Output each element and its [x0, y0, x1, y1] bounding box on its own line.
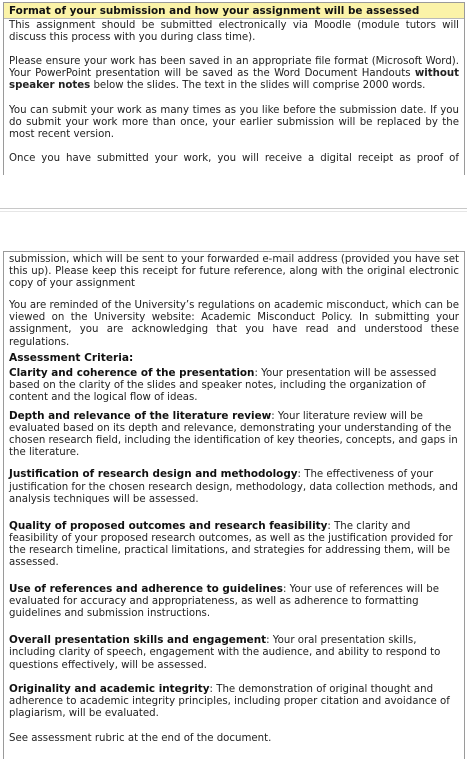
assessment-panel	[3, 251, 465, 759]
submission-format-panel	[3, 2, 465, 175]
criterion-title: Use of references and adherence to guidelines	[9, 583, 283, 596]
assessment-content	[4, 252, 464, 745]
page-break	[0, 177, 467, 248]
criterion-title: Clarity and coherence of the presentation	[9, 366, 255, 379]
receipt-paragraph-start: Once you have submitted your work, you will receive a digital receipt as proof of	[9, 152, 459, 164]
page-break-line	[0, 208, 467, 209]
criterion-title: Depth and relevance of the literature review	[9, 410, 272, 423]
criterion-text: : Your use of references will be evaluated for accuracy and appropriateness, as well as adherence to formatting guidelines and submission instructions.	[9, 584, 439, 620]
rubric-note: See assessment rubric at the end of the document.	[9, 732, 272, 744]
criterion-item	[9, 683, 459, 720]
criterion-text: : The demonstration of original thought and adherence to academic integrity principles, including proper citation and avoidance of plagiarism, will be evaluated.	[9, 683, 450, 719]
file-format-paragraph	[9, 56, 459, 92]
page-break-line-shadow	[0, 211, 467, 212]
criterion-title: Overall presentation skills and engagement	[9, 634, 267, 647]
resubmission-paragraph: You can submit your work as many times as you like before the submission date. If you do submit your work more than once, your earlier submission will be replaced by the most recent version.	[9, 104, 459, 140]
submission-format-content	[4, 19, 464, 165]
criterion-title: Quality of proposed outcomes and research feasibility	[9, 519, 328, 532]
moodle-paragraph: This assignment should be submitted electronically via Moodle (module tutors will discuss this process with you during class time).	[9, 20, 459, 44]
file-format-text-a: Please ensure your work has been saved in an appropriate file format (Microsoft Word). Your PowerPoint presentation will be saved as the Word Document Handouts	[9, 56, 459, 80]
criterion-title: Justification of research design and methodology	[9, 468, 298, 481]
receipt-paragraph-end: submission, which will be sent to your forwarded e-mail address (provided you have set this up). Please keep this receipt for future reference, along with the original electronic copy of your assignment	[9, 254, 459, 290]
criterion-text: : Your literature review will be evaluated based on its depth and relevance, demonstrating your understanding of the chosen research field, including the identification of key theories, concepts, and gaps in the literature.	[9, 411, 458, 459]
criterion-text: : Your oral presentation skills, including clarity of speech, engagement with the audience, and ability to respond to questions effectively, will be assessed.	[9, 635, 441, 671]
criterion-text: : The effectiveness of your justification for the chosen research design, methodology, data collection methods, and analysis techniques will be assessed.	[9, 469, 458, 505]
academic-misconduct-paragraph: You are reminded of the University’s regulations on academic misconduct, which can be viewed on the University website: Academic Misconduct Policy. In submitting your assignment, you are acknowledging that you have read and understood these regulations.	[9, 300, 459, 348]
section-heading: Format of your submission and how your assignment will be assessed	[4, 3, 464, 19]
criterion-text: : The clarity and feasibility of your proposed research outcomes, as well as the justification provided for the research timeline, practical limitations, and strategies for addressing them, will be assessed.	[9, 520, 453, 568]
criterion-item	[9, 367, 459, 404]
assessment-criteria-heading: Assessment Criteria:	[9, 351, 134, 364]
criterion-item	[9, 468, 459, 505]
criterion-title: Originality and academic integrity	[9, 682, 210, 695]
criterion-item	[9, 520, 459, 569]
criterion-item	[9, 410, 459, 459]
file-format-text-b: below the slides. The text in the slides will comprise 2000 words.	[90, 80, 426, 92]
speaker-notes-emphasis: without speaker notes	[9, 68, 459, 92]
criterion-text: : Your presentation will be assessed based on the clarity of the slides and speaker notes, including the organization of content and the logical flow of ideas.	[9, 367, 437, 403]
criterion-item	[9, 583, 459, 620]
criterion-item	[9, 634, 459, 671]
